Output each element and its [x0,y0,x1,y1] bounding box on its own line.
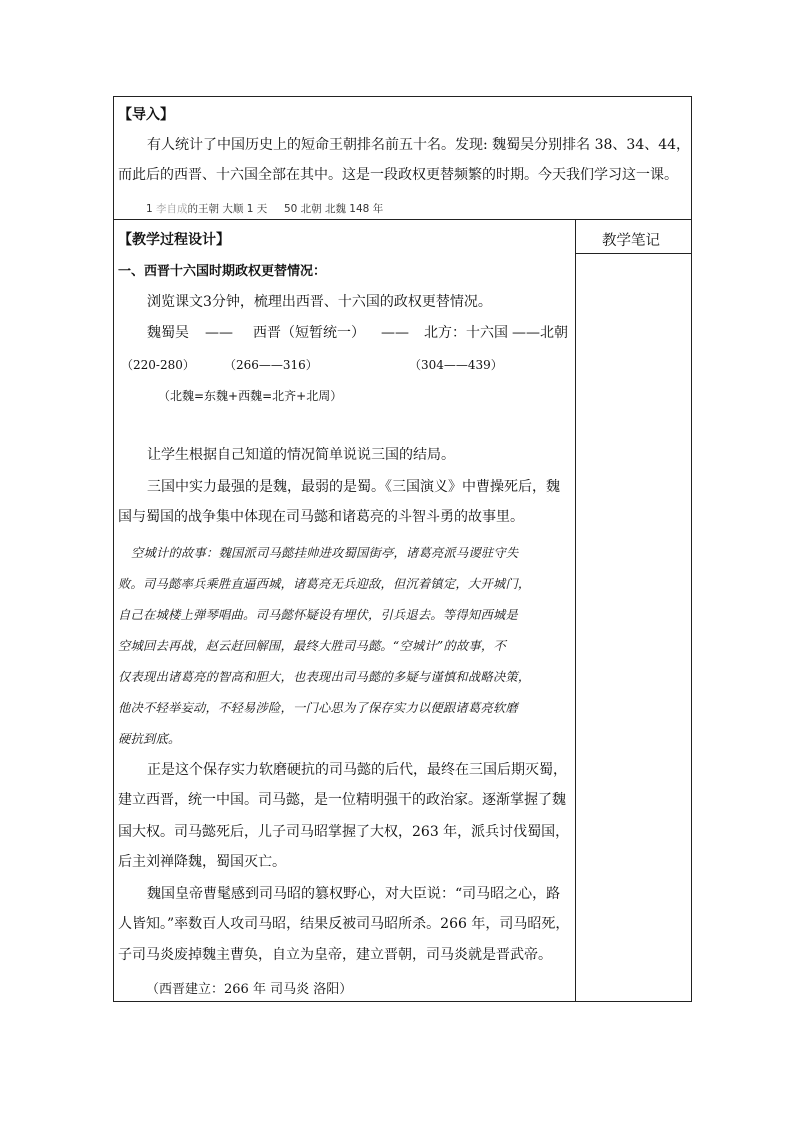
notes-heading: 教学笔记 [602,233,660,249]
section-1-title: 一、西晋十六国时期政权更替情况： [118,264,327,279]
intro-paragraph-line-1: 有人统计了中国历史上的短命王朝排名前五十名。发现: 魏蜀吴分别排名 38、34、44， [147,137,691,153]
footnote-name: 李自成 [156,203,188,215]
intro-footnote [146,201,383,216]
sima-line-4: 后主刘禅降魏，蜀国灭亡。 [118,854,286,870]
caomao-line-2: 人皆知。”率数百人攻司马昭，结果反被司马昭所杀。266 年，司马昭死， [118,916,570,932]
timeline-date-3: （304——439） [409,358,503,372]
sima-line-1: 正是这个保存实力软磨硬抗的司马懿的后代，最终在三国后期灭蜀， [147,762,567,778]
footnote-second: 50 北朝 北魏 148 年 [283,203,384,215]
timeline-xijin: 西晋（短暂统一） [253,325,365,341]
timeline-date-2: （266——316） [224,358,318,372]
caomao-line-1: 魏国皇帝曹髦感到司马昭的篡权野心，对大臣说：“司马昭之心，路 [147,886,561,902]
beiwei-note: （北魏=东魏+西魏=北齐+北周） [158,389,343,403]
timeline-dash-2: —— [381,325,409,341]
story-line-4: 空城回去再战，赵云赶回解围，最终大胜司马懿。“空城计”的故事，不 [118,639,506,653]
story-line-6: 他决不轻举妄动，不轻易涉险，一门心思为了保存实力以便跟诸葛亮软磨 [118,701,518,715]
story-line-7: 硬抗到底。 [118,732,181,746]
process-heading: 【教学过程设计】 [118,232,230,248]
footnote-text: 的王朝 大顺 1 天 [187,203,268,215]
sima-line-3: 国大权。司马懿死后，儿子司马昭掌握了大权，263 年，派兵讨伐蜀国， [118,824,570,840]
browse-instruction: 浏览课文3分钟，梳理出西晋、十六国的政权更替情况。 [147,294,492,310]
intro-paragraph-line-2: 而此后的西晋、十六国全部在其中。这是一段政权更替频繁的时期。今天我们学习这一课。 [118,167,678,183]
caomao-line-3: 子司马炎废掉魏主曹奂，自立为皇帝，建立晋朝，司马炎就是晋武帝。 [118,947,552,963]
sima-line-2: 建立西晋，统一中国。司马懿，是一位精明强干的政治家。逐渐掌握了魏 [118,792,566,808]
timeline-wsw: 魏蜀吴 [147,325,189,341]
footnote-index: 1 [146,203,153,215]
xijin-founding-note: （西晋建立：266 年 司马炎 洛阳） [146,982,353,997]
notes-header-divider [575,253,692,254]
strength-line-2: 国与蜀国的战争集中体现在司马懿和诸葛亮的斗智斗勇的故事里。 [118,509,524,525]
students-prompt: 让学生根据自己知道的情况简单说说三国的结局。 [147,447,455,463]
story-line-3: 自己在城楼上弹琴唱曲。司马懿怀疑设有埋伏，引兵退去。等得知西城是 [118,608,518,622]
strength-line-1: 三国中实力最强的是魏，最弱的是蜀。《三国演义》中曹操死后，魏 [147,479,560,495]
timeline-date-1: （220-280） [121,358,195,372]
timeline-north: 北方：十六国 [424,325,508,341]
timeline-dash-3: ——北朝 [512,325,568,341]
story-line-5: 仅表现出诸葛亮的智高和胆大，也表现出司马懿的多疑与谨慎和战略决策， [118,670,531,684]
column-divider [575,219,576,1002]
intro-heading: 【导入】 [118,107,174,123]
story-line-2: 败。司马懿率兵乘胜直逼西城，诸葛亮无兵迎敌，但沉着镇定，大开城门， [118,577,531,591]
story-line-1: 空城计的故事：魏国派司马懿挂帅进攻蜀国街亭，诸葛亮派马谡驻守失 [131,546,519,560]
timeline-dash-1: —— [205,325,233,341]
